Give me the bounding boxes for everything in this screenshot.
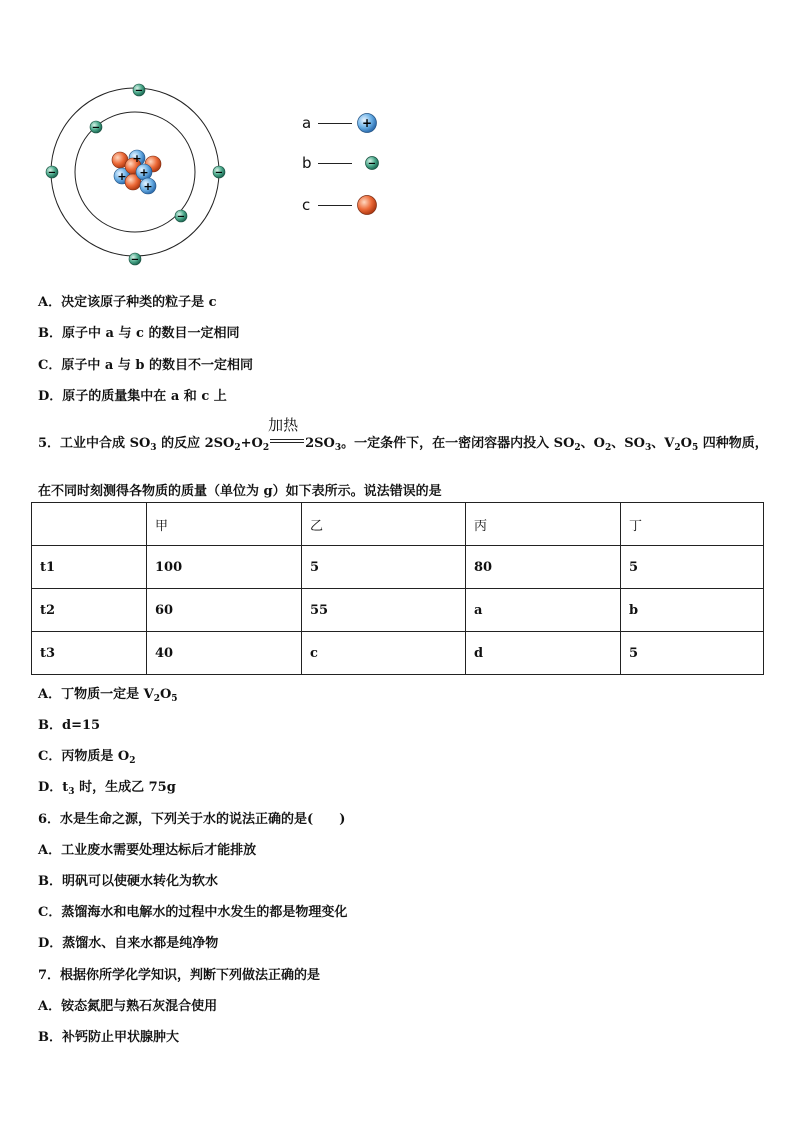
legend-label: b bbox=[302, 154, 312, 172]
q6-option-d: D．蒸馏水、自来水都是纯净物 bbox=[38, 936, 219, 951]
table-header-row bbox=[32, 503, 764, 546]
reaction-arrow bbox=[268, 416, 304, 448]
table-row bbox=[32, 589, 764, 632]
legend-row-c bbox=[302, 195, 378, 215]
table-cell: b bbox=[621, 589, 764, 632]
svg-text:+: + bbox=[132, 152, 142, 165]
q5-stem-line1: 5．工业中合成 $SO_3$ 的反应 $2SO_2+O_2$ 加热 $2SO_3$。一定条件下，在一密闭容器内投入 $SO_2$、$O_2$、$SO_3$、$V_2O_5$ 四种物质， bbox=[38, 416, 768, 453]
electron-icon bbox=[364, 152, 386, 174]
legend-row-b bbox=[302, 153, 386, 173]
legend-line bbox=[318, 163, 352, 164]
legend-row-a bbox=[302, 113, 378, 133]
table-cell: 60 bbox=[147, 589, 302, 632]
q6-stem: 6．水是生命之源，下列关于水的说法正确的是( ) bbox=[38, 812, 346, 827]
svg-text:+: + bbox=[139, 166, 149, 179]
table-cell: 80 bbox=[466, 546, 621, 589]
q5-stem-line2: 在不同时刻测得各物质的质量（单位为 g）如下表所示。说法错误的是 bbox=[38, 484, 442, 499]
legend-line bbox=[318, 123, 352, 124]
q4-option-d: D．原子的质量集中在 a 和 c 上 bbox=[38, 389, 227, 404]
svg-text:−: − bbox=[130, 254, 140, 266]
q4-option-a: A．决定该原子种类的粒子是 c bbox=[38, 295, 217, 310]
table-header-cell: 甲 bbox=[147, 503, 302, 546]
q4-option-b: B．原子中 a 与 c 的数目一定相同 bbox=[38, 326, 240, 341]
svg-text:−: − bbox=[176, 211, 186, 223]
table-cell: t1 bbox=[32, 546, 147, 589]
q6-option-b: B．明矾可以使硬水转化为软水 bbox=[38, 874, 218, 889]
svg-text:−: − bbox=[91, 122, 101, 134]
q5-option-d: D．$t_3$ 时，生成乙 75g bbox=[38, 780, 176, 797]
table-cell: a bbox=[466, 589, 621, 632]
q6-option-c: C．蒸馏海水和电解水的过程中水发生的都是物理变化 bbox=[38, 905, 348, 920]
svg-text:−: − bbox=[367, 158, 377, 170]
svg-text:+: + bbox=[117, 170, 127, 183]
table-cell: 40 bbox=[147, 632, 302, 675]
svg-text:+: + bbox=[361, 116, 373, 130]
svg-text:−: − bbox=[47, 167, 57, 179]
svg-text:−: − bbox=[134, 85, 144, 97]
q7-option-a: A．铵态氮肥与熟石灰混合使用 bbox=[38, 999, 218, 1014]
q5-option-c: C．丙物质是 $O_2$ bbox=[38, 749, 136, 766]
table-header-cell: 丁 bbox=[621, 503, 764, 546]
q6-option-a: A．工业废水需要处理达标后才能排放 bbox=[38, 843, 257, 858]
table-header-cell: 丙 bbox=[466, 503, 621, 546]
table-cell: c bbox=[302, 632, 466, 675]
reaction-condition: 加热 bbox=[268, 416, 299, 434]
table-header-cell bbox=[32, 503, 147, 546]
table-row bbox=[32, 546, 764, 589]
table-cell: 5 bbox=[621, 546, 764, 589]
table-cell: d bbox=[466, 632, 621, 675]
proton-icon bbox=[356, 112, 378, 134]
table-cell: 5 bbox=[302, 546, 466, 589]
svg-text:+: + bbox=[143, 180, 153, 193]
table-header-cell: 乙 bbox=[302, 503, 466, 546]
q7-stem: 7．根据你所学化学知识，判断下列做法正确的是 bbox=[38, 968, 321, 983]
table-row bbox=[32, 632, 764, 675]
q5-option-a: A．丁物质一定是 $V_2O_5$ bbox=[38, 687, 178, 704]
q4-option-c: C．原子中 a 与 b 的数目不一定相同 bbox=[38, 358, 253, 373]
neutron-icon bbox=[356, 194, 378, 216]
table-cell: 55 bbox=[302, 589, 466, 632]
table-cell: t2 bbox=[32, 589, 147, 632]
mass-table bbox=[31, 502, 764, 675]
table-cell: 100 bbox=[147, 546, 302, 589]
q7-option-b: B．补钙防止甲状腺肿大 bbox=[38, 1030, 179, 1045]
nucleus bbox=[112, 150, 161, 194]
table-cell: t3 bbox=[32, 632, 147, 675]
svg-text:−: − bbox=[214, 167, 224, 179]
q5-option-b: B．d=15 bbox=[38, 718, 101, 733]
legend-label: c bbox=[302, 196, 311, 214]
legend-line bbox=[318, 205, 352, 206]
legend-label: a bbox=[302, 114, 312, 132]
table-cell: 5 bbox=[621, 632, 764, 675]
atom-diagram bbox=[40, 80, 240, 270]
